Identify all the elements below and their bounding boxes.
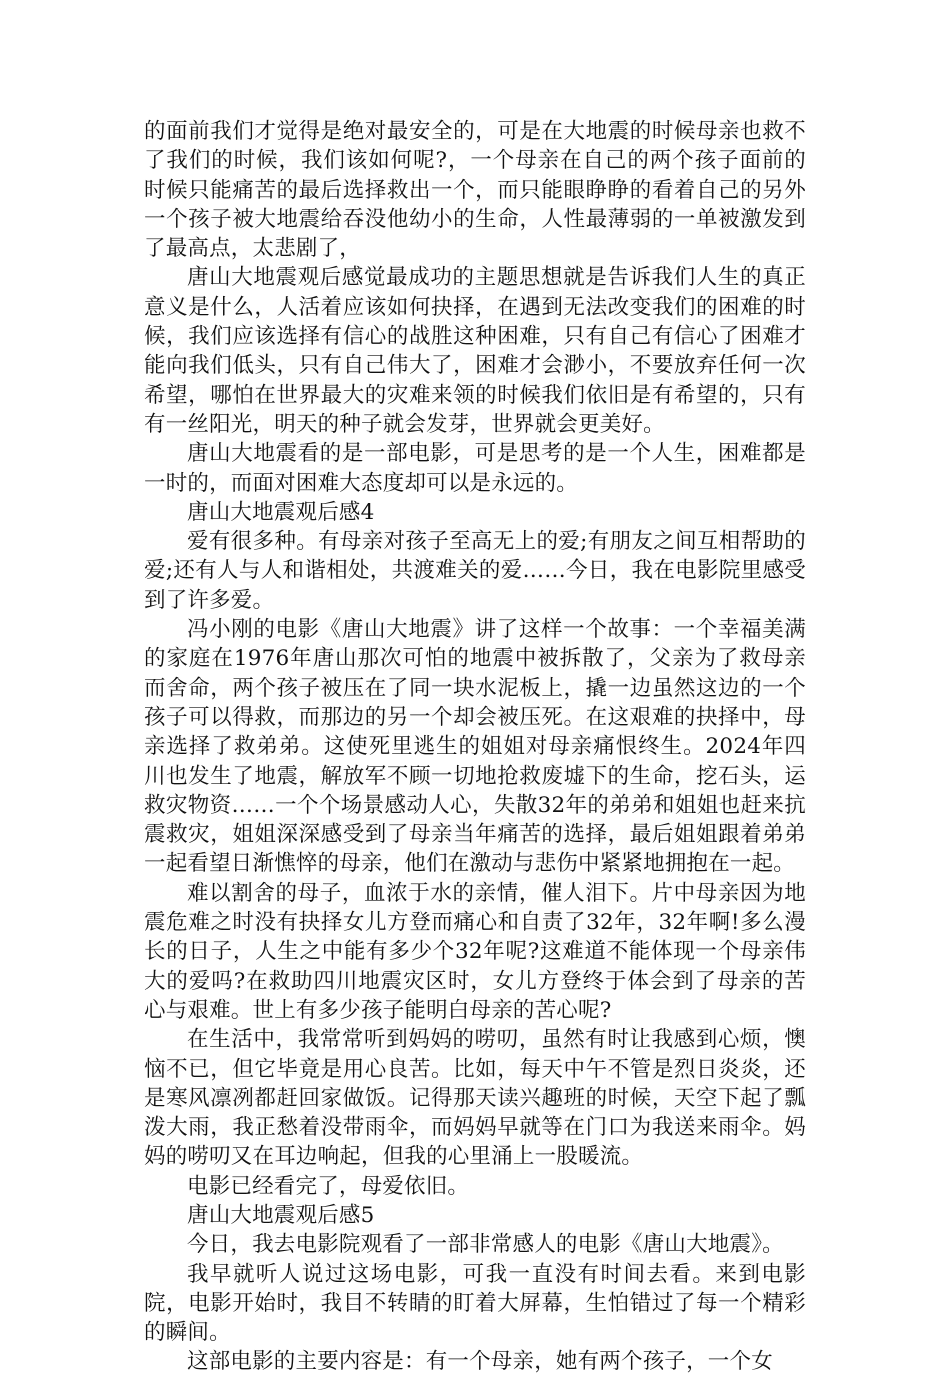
paragraph-11: 今日，我去电影院观看了一部非常感人的电影《唐山大地震》。 — [187, 1232, 784, 1258]
paragraph-13: 这部电影的主要内容是：有一个母亲，她有两个孩子，一个女 — [187, 1349, 773, 1375]
section-heading-4: 唐山大地震观后感4 — [187, 499, 375, 525]
document-page — [144, 117, 806, 1377]
section-heading-5: 唐山大地震观后感5 — [187, 1202, 375, 1228]
paragraph-2: 唐山大地震观后感觉最成功的主题思想就是告诉我们人生的真正意义是什么，人活着应该如何抉择，在遇到无法改变我们的困难的时候，我们应该选择有信心的战胜这种困难，只有自己有信心了困难才能向我们低头，只有自己伟大了，困难才会渺小，不要放弃任何一次希望，哪怕在世界最大的灾难来领的时候我们依旧是有希望的，只有有一丝阳光，明天的种子就会发芽，世界就会更美好。 — [144, 265, 806, 437]
paragraph-9: 电影已经看完了，母爱依旧。 — [187, 1173, 470, 1199]
paragraph-7: 难以割舍的母子，血浓于水的亲情，催人泪下。片中母亲因为地震危难之时没有抉择女儿方登而痛心和自责了32年，32年啊!多么漫长的日子，人生之中能有多少个32年呢?这难道不能体现一个母亲伟大的爱吗?在救助四川地震灾区时，女儿方登终于体会到了母亲的苦心与艰难。世上有多少孩子能明白母亲的苦心呢? — [144, 880, 806, 1023]
paragraph-12: 我早就听人说过这场电影，可我一直没有时间去看。来到电影院，电影开始时，我目不转睛的盯着大屏幕，生怕错过了每一个精彩的瞬间。 — [144, 1261, 806, 1346]
paragraph-8: 在生活中，我常常听到妈妈的唠叨，虽然有时让我感到心烦，懊恼不已，但它毕竟是用心良苦。比如，每天中午不管是烈日炎炎，还是寒风凛冽都赶回家做饭。记得那天读兴趣班的时候，天空下起了瓢泼大雨，我正愁着没带雨伞，而妈妈早就等在门口为我送来雨伞。妈妈的唠叨又在耳边响起，但我的心里涌上一股暖流。 — [144, 1027, 806, 1170]
paragraph-3: 唐山大地震看的是一部电影，可是思考的是一个人生，困难都是一时的，而面对困难大态度却可以是永远的。 — [144, 441, 806, 496]
paragraph-6: 冯小刚的电影《唐山大地震》讲了这样一个故事：一个幸福美满的家庭在1976年唐山那次可怕的地震中被拆散了，父亲为了救母亲而舍命，两个孩子被压在了同一块水泥板上，撬一边虽然这边的一个孩子可以得救，而那边的另一个却会被压死。在这艰难的抉择中，母亲选择了救弟弟。这使死里逃生的姐姐对母亲痛恨终生。2024年四川也发生了地震，解放军不顾一切地抢救废墟下的生命，挖石头，运救灾物资……一个个场景感动人心，失散32年的弟弟和姐姐也赶来抗震救灾，姐姐深深感受到了母亲当年痛苦的选择，最后姐姐跟着弟弟一起看望日渐憔悴的母亲，他们在激动与悲伤中紧紧地拥抱在一起。 — [144, 617, 806, 877]
paragraph-5: 爱有很多种。有母亲对孩子至高无上的爱;有朋友之间互相帮助的爱;还有人与人和谐相处，共渡难关的爱……今日，我在电影院里感受到了许多爱。 — [144, 529, 806, 613]
paragraph-1: 的面前我们才觉得是绝对最安全的，可是在大地震的时候母亲也救不了我们的时候，我们该如何呢?，一个母亲在自己的两个孩子面前的时候只能痛苦的最后选择救出一个，而只能眼睁睁的看着自己的另外一个孩子被大地震给吞没他幼小的生命，人性最薄弱的一单被激发到了最高点，太悲剧了， — [144, 119, 806, 262]
